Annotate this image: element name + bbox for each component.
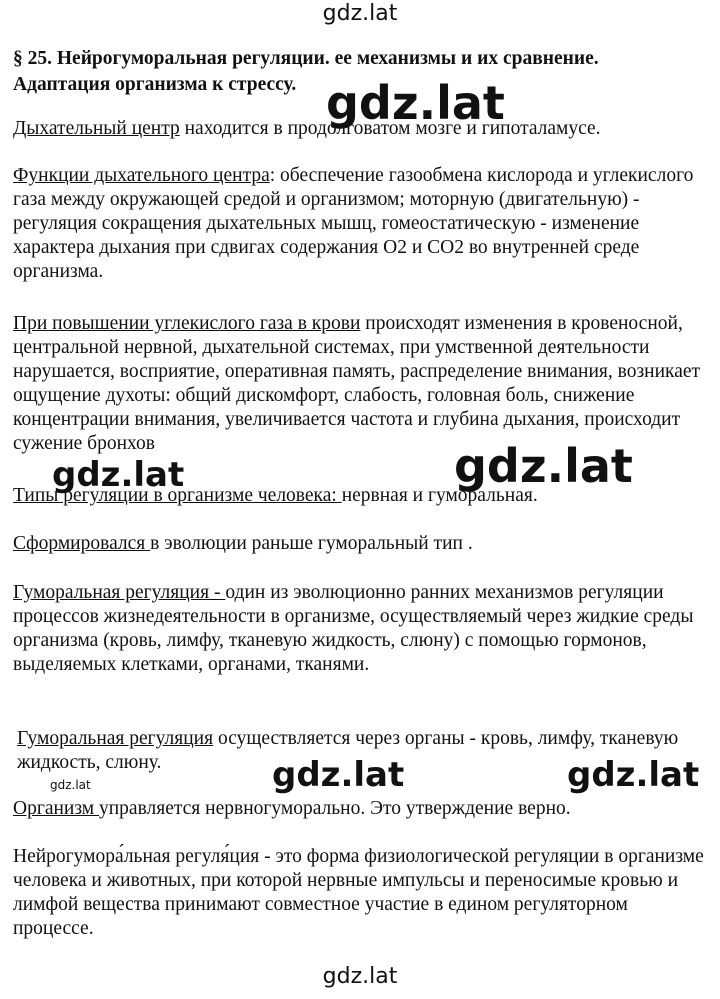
term-humoral-definition: Гуморальная регуляция -: [13, 582, 226, 603]
term-formed: Сформировался: [13, 533, 151, 554]
text-respiratory-center: находится в продолговатом мозге и гипоталамусе.: [179, 118, 601, 139]
paragraph-functions: [13, 164, 718, 284]
paragraph-neurohumoral: [13, 845, 713, 941]
text-co2-increase: происходят изменения в кровеносной, центральной нервной, дыхательной системах, при умственной деятельности нарушается, восприятие, оперативная память, распределение внимания, возникает ощущение духоты: общий дискомфорт, слабость, головная боль, снижение концентрации внимания, увеличивается частота и глубина дыхания, происходит сужение бронхов: [13, 313, 701, 454]
text-formed: в эволюции раньше гуморальный тип .: [150, 533, 473, 554]
watermark-medium-1: gdz.lat: [52, 455, 185, 495]
term-respiratory-center: Дыхательный центр: [13, 118, 180, 139]
text-organism: управляется нервногуморально. Это утверждение верно.: [99, 798, 571, 819]
term-humoral-organs: Гуморальная регуляция: [17, 728, 214, 749]
text-regulation-types: нервная и гуморальная.: [341, 485, 538, 506]
paragraph-organism: [13, 797, 718, 821]
title-line-1: § 25. Нейрогуморальная регуляции. ее механизмы и их сравнение.: [13, 48, 599, 69]
text-humoral-definition: один из эволюционно ранних механизмов регуляции процессов жизнедеятельности в организме, осуществляемый через жидкие среды организма (кровь, лимфу, тканевую жидкость, слюну) с помощью гормонов, выделяемых клетками, органами, тканями.: [13, 582, 694, 675]
watermark-large-2: gdz.lat: [454, 439, 633, 493]
text-neurohumoral: Нейрогумора́льная регуля́ция - это форма физиологической регуляции в организме человека и животных, при которой нервные импульсы и переносимые кровью и лимфой вещества принимают совместное участие в едином регуляторном процессе.: [13, 846, 704, 939]
text-humoral-organs: осуществляется через органы - кровь, лимфу, тканевую жидкость, слюну.: [17, 728, 679, 773]
term-organism: Организм: [13, 798, 99, 819]
watermark-bottom: gdz.lat: [322, 964, 398, 989]
watermark-large-1: gdz.lat: [326, 76, 505, 130]
paragraph-humoral-definition: [13, 581, 718, 677]
paragraph-regulation-types: [13, 484, 718, 508]
paragraph-formed: [13, 532, 718, 556]
watermark-top: gdz.lat: [322, 1, 398, 26]
watermark-medium-2: gdz.lat: [272, 755, 405, 795]
paragraph-co2-increase: [13, 312, 718, 456]
watermark-medium-3: gdz.lat: [567, 755, 700, 795]
term-co2-increase: При повышении углекислого газа в крови: [13, 313, 361, 334]
term-regulation-types: Типы регуляции в организме человека:: [13, 485, 342, 506]
title-line-2: Адаптация организма к стрессу.: [13, 74, 297, 95]
term-functions: Функции дыхательного центра: [13, 165, 270, 186]
paragraph-respiratory-center: [13, 117, 718, 141]
watermark-small: gdz.lat: [50, 778, 91, 792]
text-functions: : обеспечение газообмена кислорода и углекислого газа между окружающей средой и организмом; моторную (двигательную) - регуляция сокращения дыхательных мышц, гомеостатическую - изменение характера дыхания при сдвигах содержания О2 и СО2 во внутренней среде организма.: [13, 165, 694, 282]
